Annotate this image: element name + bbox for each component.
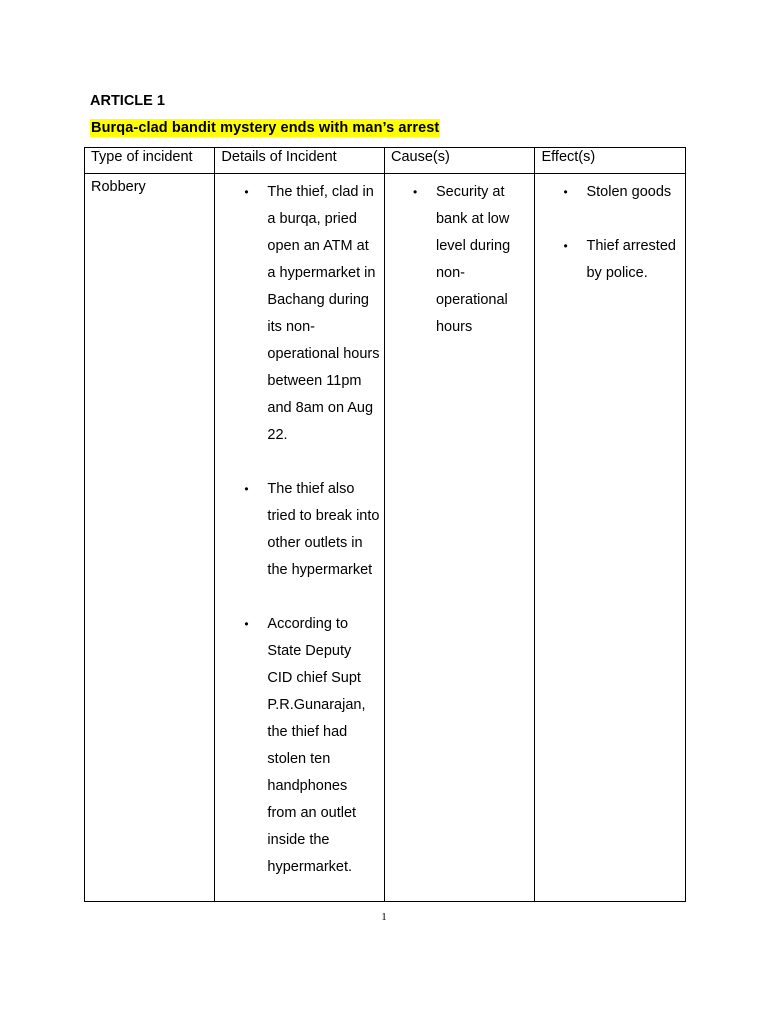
- details-item-1: • The thief, clad in a burqa, pried open an ATM at a hypermarket in Bachang during its non-operational hours between 11pm and 8am on Aug 22.: [215, 179, 384, 449]
- effects-item-1: • Stolen goods: [535, 179, 685, 206]
- causes-list: [385, 174, 535, 341]
- header-type-of-incident: Type of incident: [85, 148, 215, 174]
- details-item-2: • The thief also tried to break into other outlets in the hypermarket: [215, 476, 384, 584]
- article-headline: Burqa-clad bandit mystery ends with man’s arrest: [91, 120, 440, 136]
- table-header-row: [85, 148, 686, 174]
- bullet-icon: •: [563, 185, 568, 199]
- header-effects: Effect(s): [535, 148, 686, 174]
- bullet-icon: •: [563, 239, 568, 253]
- causes-item-1: • Security at bank at low level during non-operational hours: [385, 179, 535, 341]
- cell-details: [215, 174, 385, 902]
- bullet-icon: •: [412, 185, 418, 199]
- bullet-icon: •: [244, 482, 249, 496]
- article-label: ARTICLE 1: [90, 93, 165, 109]
- page-number: 1: [381, 911, 387, 923]
- bullet-icon: •: [244, 617, 249, 631]
- cell-causes: [384, 174, 535, 902]
- table-row: [85, 174, 686, 902]
- effects-item-2: • Thief arrested by police.: [535, 233, 685, 287]
- cell-type: [85, 174, 215, 902]
- cell-effects: [535, 174, 686, 902]
- effects-list: [535, 174, 685, 287]
- details-list: [215, 174, 384, 881]
- header-details-of-incident: Details of Incident: [215, 148, 385, 174]
- incident-type: Robbery: [91, 179, 146, 195]
- details-item-3: • According to State Deputy CID chief Supt P.R.Gunarajan, the thief had stolen ten handphones from an outlet inside the hypermarket.: [215, 611, 384, 881]
- incident-table: [84, 147, 686, 902]
- header-causes: Cause(s): [384, 148, 535, 174]
- bullet-icon: •: [244, 185, 249, 199]
